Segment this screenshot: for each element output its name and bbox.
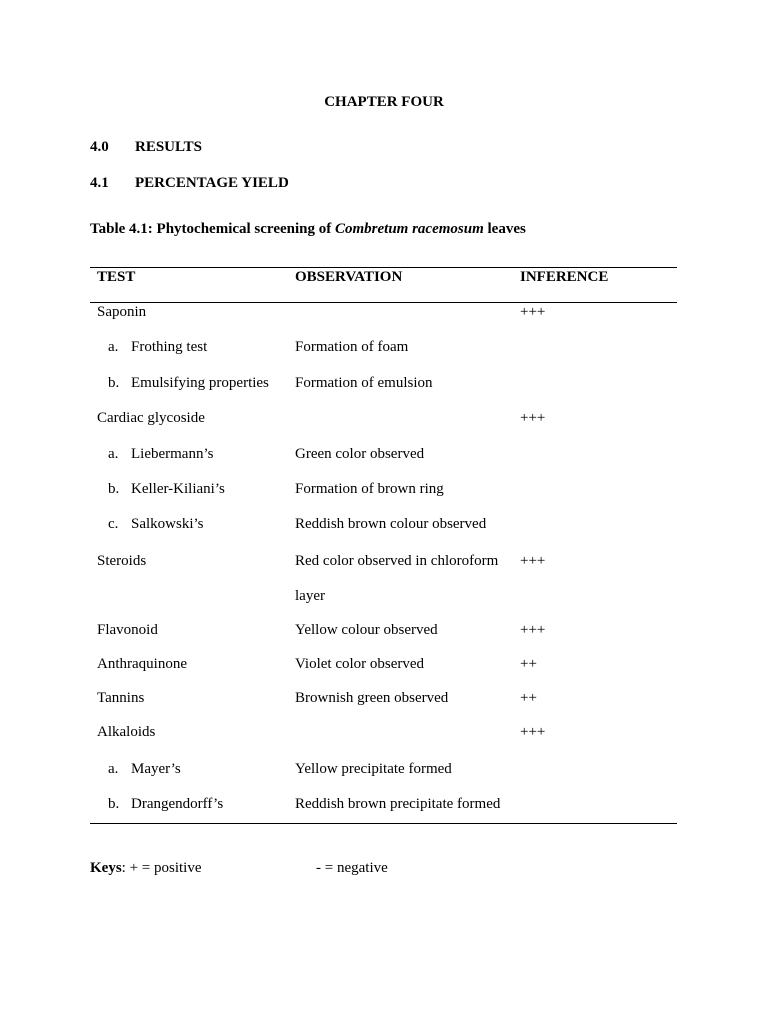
observation-cell: Yellow colour observed xyxy=(295,622,438,638)
table-row xyxy=(90,374,677,409)
observation-cell: Formation of emulsion xyxy=(295,375,433,391)
test-name: Drangendorff’s xyxy=(131,796,224,812)
keys-positive: : + = positive xyxy=(121,860,202,876)
observation-cell: Formation of brown ring xyxy=(295,481,444,497)
section-number: 4.0 xyxy=(90,139,109,155)
header-inference: INFERENCE xyxy=(520,269,609,285)
inference-cell: +++ xyxy=(520,553,546,569)
table-row xyxy=(90,552,677,587)
observation-cell: Violet color observed xyxy=(295,656,425,672)
observation-cell: Yellow precipitate formed xyxy=(295,761,452,777)
test-name: Cardiac glycoside xyxy=(97,410,205,426)
inference-cell: +++ xyxy=(520,622,546,638)
test-name: Keller-Kiliani’s xyxy=(131,481,225,497)
inference-cell: +++ xyxy=(520,724,546,740)
list-marker: a. xyxy=(108,446,119,462)
inference-cell: ++ xyxy=(520,656,537,672)
test-name: Liebermann’s xyxy=(131,446,214,462)
caption-suffix: leaves xyxy=(483,221,526,237)
keys-legend xyxy=(90,860,690,877)
list-marker: c. xyxy=(108,516,119,532)
test-name: Steroids xyxy=(97,553,147,569)
inference-cell: +++ xyxy=(520,304,546,320)
keys-label: Keys xyxy=(90,860,122,876)
list-marker: a. xyxy=(108,339,119,355)
table-row xyxy=(90,338,677,374)
test-name: Mayer’s xyxy=(131,761,181,777)
keys-negative: - = negative xyxy=(316,860,388,876)
test-name: Anthraquinone xyxy=(97,656,187,672)
phytochemical-table xyxy=(90,267,677,824)
inference-cell: ++ xyxy=(520,690,537,706)
observation-cell: Reddish brown precipitate formed xyxy=(295,796,501,812)
list-marker: b. xyxy=(108,796,120,812)
observation-cell: layer xyxy=(295,588,325,604)
table-row xyxy=(90,587,677,621)
section-number: 4.1 xyxy=(90,175,109,191)
test-name: Flavonoid xyxy=(97,622,158,638)
inference-cell: +++ xyxy=(520,410,546,426)
header-test: TEST xyxy=(97,269,136,285)
test-name: Tannins xyxy=(97,690,145,706)
list-marker: b. xyxy=(108,375,120,391)
table-row xyxy=(90,621,677,655)
test-name: Salkowski’s xyxy=(131,516,204,532)
table-row xyxy=(90,409,677,445)
test-name: Frothing test xyxy=(131,339,208,355)
observation-cell: Formation of foam xyxy=(295,339,409,355)
table-row xyxy=(90,303,677,338)
table-row xyxy=(90,689,677,723)
observation-cell: Green color observed xyxy=(295,446,425,462)
table-row xyxy=(90,723,677,760)
section-heading-percentage-yield xyxy=(90,175,289,192)
section-heading-results xyxy=(90,139,202,156)
caption-prefix: Table 4.1: Phytochemical screening of xyxy=(90,221,335,237)
test-name: Alkaloids xyxy=(97,724,156,740)
chapter-title: CHAPTER FOUR xyxy=(324,94,444,110)
test-name: Saponin xyxy=(97,304,147,320)
table-row xyxy=(90,515,677,552)
list-marker: b. xyxy=(108,481,120,497)
table-body xyxy=(90,303,677,823)
observation-cell: Red color observed in chloroform xyxy=(295,553,499,569)
section-title: PERCENTAGE YIELD xyxy=(135,175,289,191)
test-name: Emulsifying properties xyxy=(131,375,269,391)
table-row xyxy=(90,655,677,689)
observation-cell: Reddish brown colour observed xyxy=(295,516,487,532)
table-row xyxy=(90,760,677,795)
header-observation: OBSERVATION xyxy=(295,269,403,285)
table-row xyxy=(90,480,677,515)
section-title: RESULTS xyxy=(135,139,202,155)
caption-species: Combretum racemosum xyxy=(334,221,484,237)
table-caption xyxy=(90,221,526,238)
observation-cell: Brownish green observed xyxy=(295,690,449,706)
list-marker: a. xyxy=(108,761,119,777)
table-header xyxy=(90,268,677,303)
table-row xyxy=(90,445,677,480)
table-row xyxy=(90,795,677,822)
